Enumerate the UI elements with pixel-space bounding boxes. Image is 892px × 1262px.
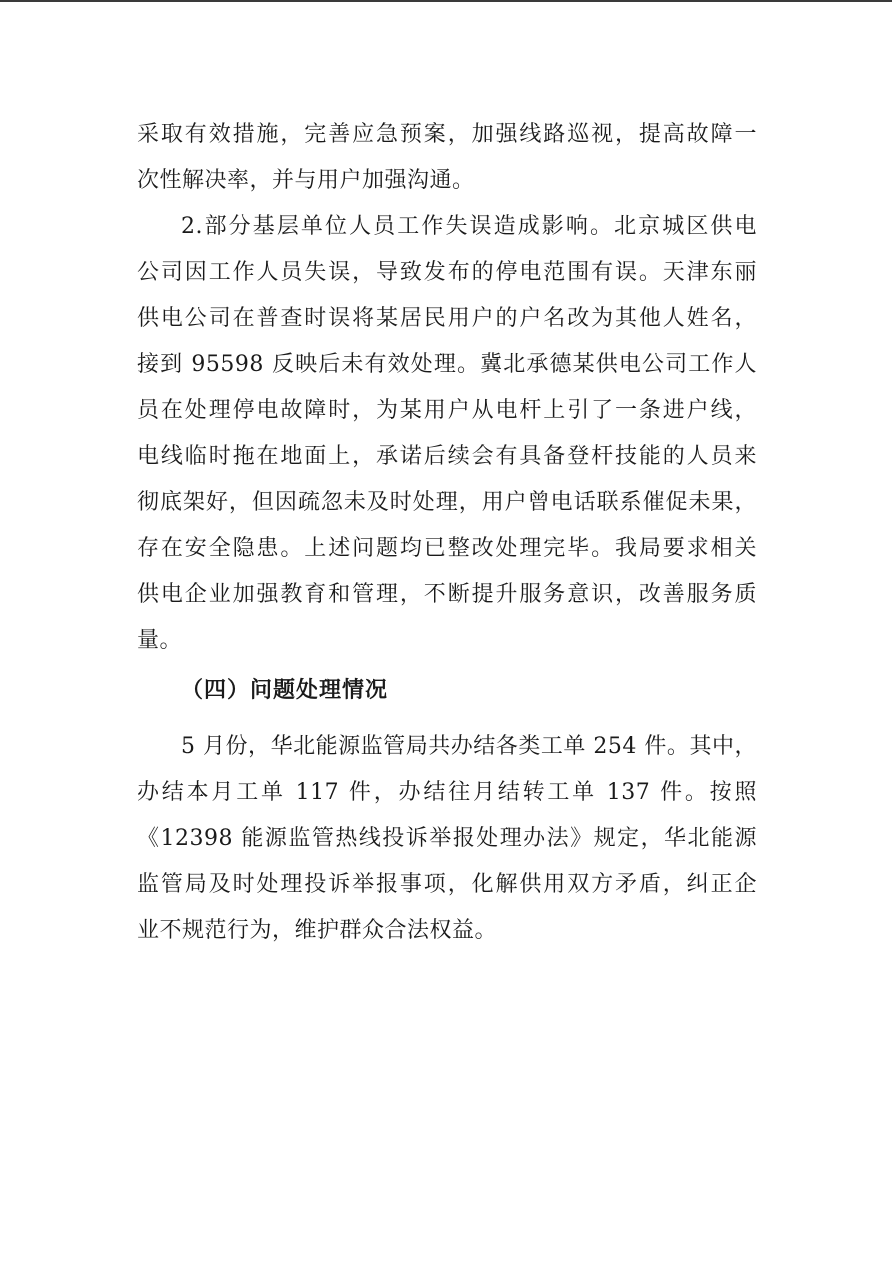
paragraph-2 bbox=[137, 204, 757, 664]
paragraph-line: 供电公司在普查时误将某居民用户的户名改为其他人姓名， bbox=[137, 306, 757, 331]
paragraph-line: 量。 bbox=[137, 628, 183, 653]
paragraph-line: 5 月份，华北能源监管局共办结各类工单 254 件。其中， bbox=[181, 734, 757, 759]
section-heading: （四）问题处理情况 bbox=[181, 678, 389, 703]
paragraph-line: 公司因工作人员失误，导致发布的停电范围有误。天津东丽 bbox=[137, 260, 757, 285]
paragraph-line: 办结本月工单 117 件，办结往月结转工单 137 件。按照 bbox=[137, 780, 757, 805]
paragraph-line: 2.部分基层单位人员工作失误造成影响。北京城区供电 bbox=[181, 214, 757, 239]
paragraph-3 bbox=[137, 724, 757, 954]
paragraph-line: 员在处理停电故障时，为某用户从电杆上引了一条进户线， bbox=[137, 398, 757, 423]
paragraph-line: 《12398 能源监管热线投诉举报处理办法》规定，华北能源 bbox=[137, 826, 757, 851]
paragraph-line: 供电企业加强教育和管理，不断提升服务意识，改善服务质 bbox=[137, 582, 757, 607]
paragraph-line: 采取有效措施，完善应急预案，加强线路巡视，提高故障一 bbox=[137, 122, 757, 147]
paragraph-line: 监管局及时处理投诉举报事项，化解供用双方矛盾，纠正企 bbox=[137, 872, 757, 897]
paragraph-line: 业不规范行为，维护群众合法权益。 bbox=[137, 918, 498, 943]
page-top-border bbox=[0, 0, 892, 2]
paragraph-line: 存在安全隐患。上述问题均已整改处理完毕。我局要求相关 bbox=[137, 536, 757, 561]
paragraph-line: 电线临时拖在地面上，承诺后续会有具备登杆技能的人员来 bbox=[137, 444, 757, 469]
paragraph-1 bbox=[137, 112, 757, 204]
document-page bbox=[137, 112, 757, 954]
paragraph-line: 次性解决率，并与用户加强沟通。 bbox=[137, 168, 475, 193]
paragraph-line: 接到 95598 反映后未有效处理。冀北承德某供电公司工作人 bbox=[137, 352, 757, 377]
paragraph-line: 彻底架好，但因疏忽未及时处理，用户曾电话联系催促未果， bbox=[137, 490, 757, 515]
